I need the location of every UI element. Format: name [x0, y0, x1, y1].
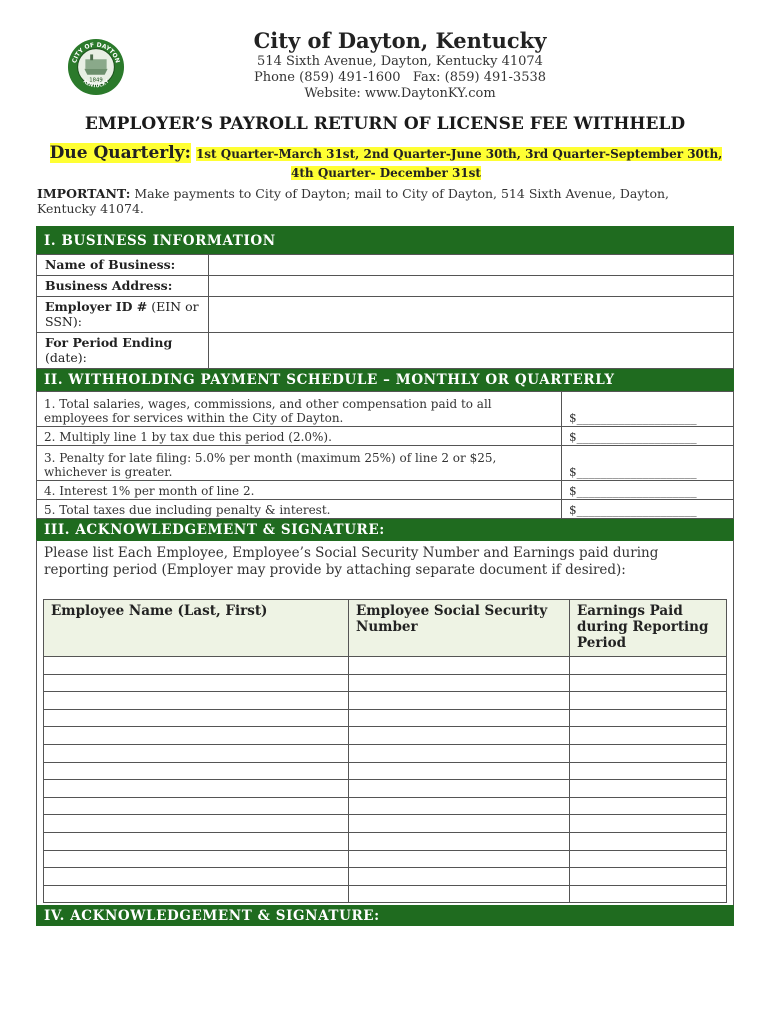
schedule-amount-field[interactable]: $____________________ [562, 392, 734, 427]
earnings-cell[interactable] [570, 762, 727, 780]
important-note [37, 186, 717, 216]
section-business-information-header [36, 226, 734, 255]
column-header-employee-name: Employee Name (Last, First) [44, 600, 349, 657]
table-row [44, 657, 727, 675]
field-label: Employer ID # (EIN or SSN): [37, 297, 209, 333]
earnings-cell[interactable] [570, 850, 727, 868]
employee-name-cell[interactable] [44, 868, 349, 886]
street-address: 514 Sixth Avenue, Dayton, Kentucky 41074 [257, 54, 543, 69]
earnings-cell[interactable] [570, 657, 727, 675]
website: Website: www.DaytonKY.com [304, 86, 496, 101]
due-label: Due Quarterly: [49, 143, 191, 163]
employee-name-cell[interactable] [44, 657, 349, 675]
svg-text:1849: 1849 [89, 77, 103, 84]
employee-name-cell[interactable] [44, 762, 349, 780]
schedule-line-text: 2. Multiply line 1 by tax due this period (2.0%). [37, 427, 562, 446]
schedule-line-text: 4. Interest 1% per month of line 2. [37, 481, 562, 500]
due-dates [40, 144, 732, 182]
field-label: Name of Business: [37, 255, 209, 276]
ssn-cell[interactable] [349, 762, 570, 780]
ssn-cell[interactable] [349, 850, 570, 868]
section-title: III. ACKNOWLEDGEMENT & SIGNATURE: [44, 522, 385, 538]
earnings-cell[interactable] [570, 797, 727, 815]
table-row [44, 885, 727, 903]
employee-name-cell[interactable] [44, 850, 349, 868]
earnings-cell[interactable] [570, 727, 727, 745]
ssn-cell[interactable] [349, 815, 570, 833]
business-name-input[interactable] [209, 255, 734, 276]
due-line-1: 1st Quarter-March 31st, 2nd Quarter-June 30th, 3rd Quarter-September 30th, [195, 147, 723, 161]
schedule-line-text: 3. Penalty for late filing: 5.0% per month (maximum 25%) of line 2 or $25, whichever is greater. [37, 446, 562, 481]
earnings-cell[interactable] [570, 744, 727, 762]
earnings-cell[interactable] [570, 885, 727, 903]
ssn-cell[interactable] [349, 657, 570, 675]
employee-list-instructions: Please list Each Employee, Employee’s Social Security Number and Earnings paid during reporting period (Employer may provide by attaching separate document if desired): [44, 545, 659, 578]
section-title: I. BUSINESS INFORMATION [44, 232, 276, 249]
table-row [44, 692, 727, 710]
section-acknowledgement-header [36, 519, 734, 541]
section-title: II. WITHHOLDING PAYMENT SCHEDULE – MONTHLY OR QUARTERLY [44, 372, 615, 388]
table-row [44, 832, 727, 850]
city-name: City of Dayton, Kentucky [253, 28, 547, 53]
due-line-2: 4th Quarter- December 31st [291, 166, 481, 180]
employee-name-cell[interactable] [44, 780, 349, 798]
table-row [44, 727, 727, 745]
field-label: For Period Ending (date): [37, 333, 209, 369]
employee-name-cell[interactable] [44, 744, 349, 762]
section-withholding-schedule-header [36, 369, 734, 391]
ssn-cell[interactable] [349, 744, 570, 762]
schedule-line-text: 5. Total taxes due including penalty & interest. [37, 500, 562, 519]
table-row [44, 744, 727, 762]
table-row [44, 709, 727, 727]
city-seal-logo [67, 38, 125, 96]
period-ending-input[interactable] [209, 333, 734, 369]
section-title: IV. ACKNOWLEDGEMENT & SIGNATURE: [44, 907, 380, 924]
employer-id-input[interactable] [209, 297, 734, 333]
earnings-cell[interactable] [570, 868, 727, 886]
ssn-cell[interactable] [349, 692, 570, 710]
table-row [44, 850, 727, 868]
ssn-cell[interactable] [349, 832, 570, 850]
table-row [44, 674, 727, 692]
earnings-cell[interactable] [570, 709, 727, 727]
ssn-cell[interactable] [349, 727, 570, 745]
ssn-cell[interactable] [349, 709, 570, 727]
earnings-cell[interactable] [570, 832, 727, 850]
employee-name-cell[interactable] [44, 709, 349, 727]
earnings-cell[interactable] [570, 780, 727, 798]
employee-name-cell[interactable] [44, 674, 349, 692]
table-row [44, 762, 727, 780]
schedule-amount-field[interactable]: $____________________ [562, 446, 734, 481]
table-row [44, 868, 727, 886]
business-information-table [36, 254, 734, 369]
column-header-earnings: Earnings Paid during Reporting Period [570, 600, 727, 657]
field-label: Business Address: [37, 276, 209, 297]
business-address-input[interactable] [209, 276, 734, 297]
employee-name-cell[interactable] [44, 832, 349, 850]
earnings-cell[interactable] [570, 815, 727, 833]
section-iv-acknowledgement-header [36, 905, 734, 926]
column-header-ssn: Employee Social Security Number [349, 600, 570, 657]
employee-name-cell[interactable] [44, 692, 349, 710]
important-label: IMPORTANT: [37, 186, 131, 201]
table-row [44, 797, 727, 815]
employee-name-cell[interactable] [44, 797, 349, 815]
earnings-cell[interactable] [570, 674, 727, 692]
contact-block [220, 54, 580, 102]
table-row [44, 780, 727, 798]
form-title: EMPLOYER’S PAYROLL RETURN OF LICENSE FEE WITHHELD [84, 114, 686, 134]
employee-name-cell[interactable] [44, 727, 349, 745]
ssn-cell[interactable] [349, 868, 570, 886]
svg-text:CITY OF DAYTON: CITY OF DAYTON [71, 41, 121, 64]
phone-fax: Phone (859) 491-1600 Fax: (859) 491-3538 [253, 70, 547, 85]
withholding-schedule-table [36, 391, 734, 519]
ssn-cell[interactable] [349, 780, 570, 798]
schedule-amount-field[interactable]: $____________________ [562, 427, 734, 446]
ssn-cell[interactable] [349, 674, 570, 692]
important-text: Make payments to City of Dayton; mail to City of Dayton, 514 Sixth Avenue, Dayton, Kentucky 41074. [37, 186, 670, 216]
ssn-cell[interactable] [349, 885, 570, 903]
schedule-amount-field[interactable]: $____________________ [562, 500, 734, 519]
ssn-cell[interactable] [349, 797, 570, 815]
employee-name-cell[interactable] [44, 885, 349, 903]
table-row [44, 815, 727, 833]
earnings-cell[interactable] [570, 692, 727, 710]
svg-text:KENTUCKY: KENTUCKY [81, 79, 111, 90]
employee-earnings-table [43, 599, 727, 903]
schedule-amount-field[interactable]: $____________________ [562, 481, 734, 500]
schedule-line-text: 1. Total salaries, wages, commissions, and other compensation paid to all employees for services within the City of Dayton. [37, 392, 562, 427]
employee-name-cell[interactable] [44, 815, 349, 833]
